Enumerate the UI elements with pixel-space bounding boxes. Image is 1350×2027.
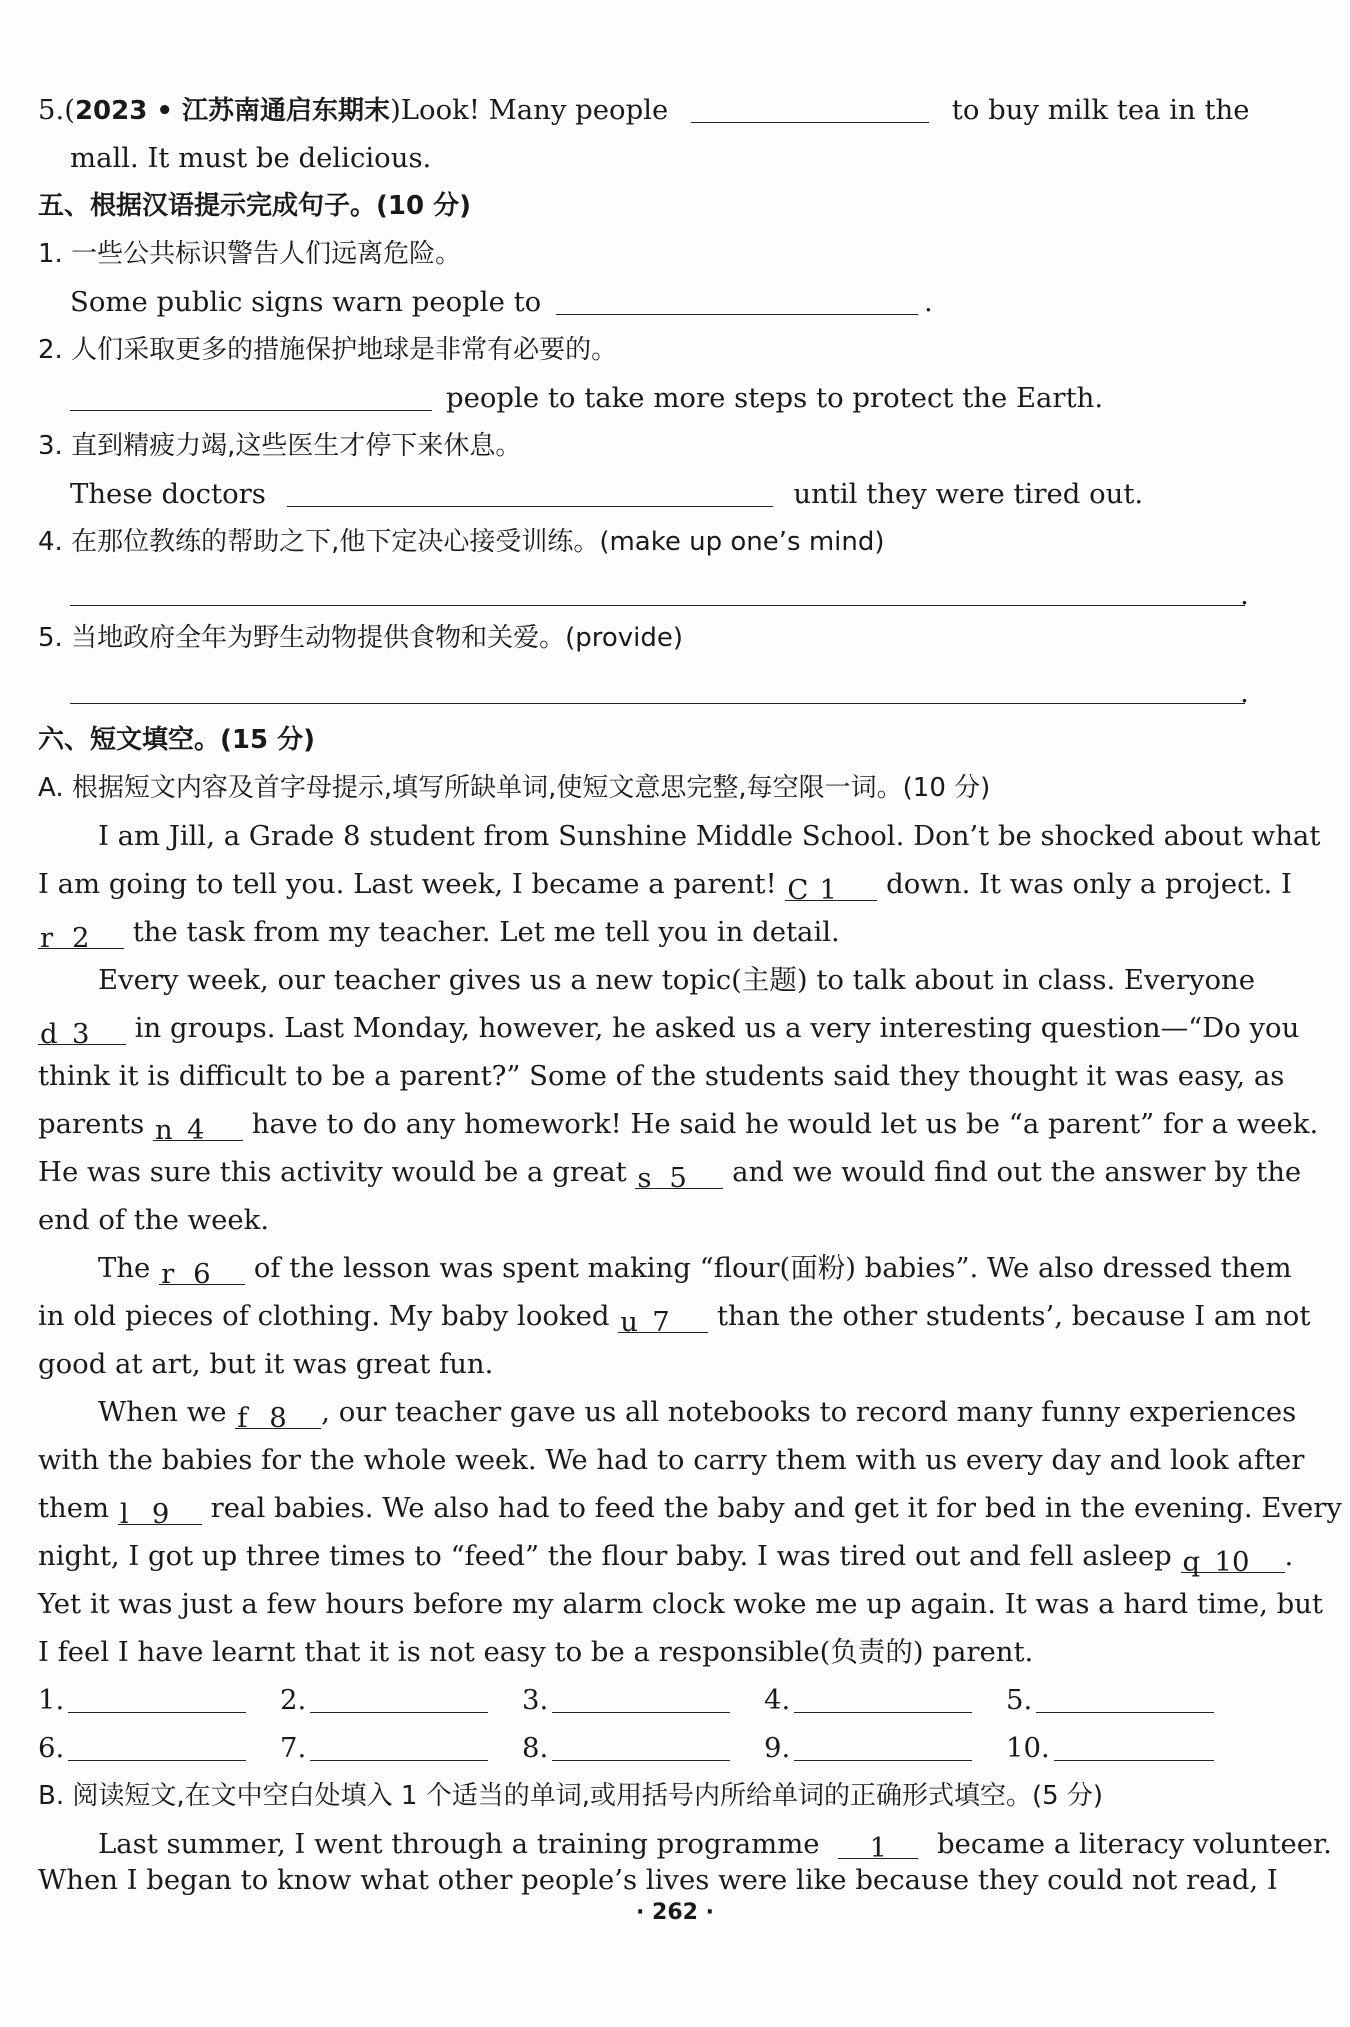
s5-item4-prompt: 4. 在那位教练的帮助之下,他下定决心接受训练。(make up one’s mind) [38, 527, 885, 557]
passage-line [38, 908, 1270, 956]
gap-initial: f [237, 1402, 248, 1434]
passage-text: , our teacher gave us all notebooks to record many funny experiences [321, 1396, 1297, 1428]
answer-blank[interactable] [794, 1728, 972, 1761]
passage-text: in groups. Last Monday, however, he asked us a very interesting question—“Do you [134, 1012, 1300, 1044]
answer-label: 6. [38, 1732, 65, 1764]
s5-item3-text-a: These doctors [70, 478, 266, 510]
gap-10[interactable] [1181, 1538, 1285, 1578]
s5-item1-text: Some public signs warn people to [70, 286, 542, 318]
answer-slot-3[interactable] [522, 1676, 730, 1724]
answer-row-2 [38, 1724, 1270, 1772]
passage-line [38, 860, 1292, 908]
s5-item2-blank[interactable] [70, 376, 432, 411]
gap-number: 3 [72, 1018, 90, 1050]
s5-item4-answer-line[interactable] [70, 605, 1245, 606]
passage-text: the task from my teacher. Let me tell you in detail. [132, 916, 840, 948]
gap-initial: u [620, 1306, 638, 1338]
gap-number: 6 [193, 1258, 211, 1290]
answer-label: 7. [280, 1732, 307, 1764]
passage-text: have to do any homework! He said he would let us be “a parent” for a week. [251, 1108, 1319, 1140]
q5-source: 2023 • 江苏南通启东期末 [74, 96, 391, 126]
gap-initial: l [119, 1498, 129, 1530]
gap-initial: s [637, 1162, 652, 1194]
gap-7[interactable] [618, 1298, 708, 1338]
answer-label: 5. [1006, 1684, 1033, 1716]
gap-5[interactable] [635, 1154, 723, 1194]
partB-line-2: When I began to know what other people’s lives were like because they could not read, I [38, 1864, 1278, 1896]
answer-blank[interactable] [1054, 1728, 1214, 1761]
passage-text: of the lesson was spent making “flour(面粉) babies”. We also dressed them [253, 1252, 1292, 1284]
q5-text-a: )Look! Many people [390, 94, 669, 126]
passage-text: He was sure this activity would be a great [38, 1156, 627, 1188]
section5-title: 五、根据汉语提示完成句子。(10 分) [38, 191, 471, 221]
passage-text: The [98, 1252, 151, 1284]
answer-slot-2[interactable] [280, 1676, 488, 1724]
passage-line [38, 1004, 1300, 1052]
answer-slot-1[interactable] [38, 1676, 246, 1724]
answer-label: 3. [522, 1684, 549, 1716]
answer-label: 10. [1006, 1732, 1050, 1764]
passage-line [38, 1100, 1319, 1148]
page-number: · 262 · [636, 1900, 714, 1925]
gap-number: 4 [187, 1114, 205, 1146]
partB-instruction: B. 阅读短文,在文中空白处填入 1 个适当的单词,或用括号内所给单词的正确形式填空。(5 分) [38, 1781, 1104, 1811]
gap-8[interactable] [235, 1394, 321, 1434]
passage-text: . [1284, 1540, 1294, 1572]
q5-answer-blank[interactable] [691, 88, 929, 123]
passage-line: think it is difficult to be a parent?” Some of the students said they thought it was easy, as [38, 1060, 1285, 1092]
s5-item5-answer-line[interactable] [70, 703, 1245, 704]
gap-2[interactable] [38, 914, 124, 954]
partB-gap-1[interactable] [838, 1824, 918, 1864]
gap-number: 5 [669, 1162, 687, 1194]
answer-label: 9. [764, 1732, 791, 1764]
passage-line: end of the week. [38, 1204, 270, 1236]
passage-line: good at art, but it was great fun. [38, 1348, 494, 1380]
passage-text: down. It was only a project. I [886, 868, 1292, 900]
s5-item2-answer-line [70, 374, 1270, 422]
s5-item1-period: . [923, 286, 933, 318]
passage-line [98, 1388, 1297, 1436]
s5-item4-period: . [1240, 578, 1249, 611]
gap-number: 9 [151, 1498, 170, 1530]
answer-blank[interactable] [552, 1728, 730, 1761]
passage-text: When we [98, 1396, 227, 1428]
passage-text: and we would find out the answer by the [732, 1156, 1302, 1188]
answer-slot-9[interactable] [764, 1724, 972, 1772]
gap-number: 10 [1214, 1546, 1250, 1578]
q5-continuation: mall. It must be delicious. [70, 142, 432, 174]
passage-line [38, 1292, 1311, 1340]
answer-blank[interactable] [794, 1680, 972, 1713]
gap-4[interactable] [153, 1106, 243, 1146]
passage-line: I feel I have learnt that it is not easy to be a responsible(负责的) parent. [38, 1636, 1034, 1668]
s5-item3-text-b: until they were tired out. [793, 478, 1144, 510]
answer-slot-7[interactable] [280, 1724, 488, 1772]
s5-item3-blank[interactable] [287, 472, 773, 507]
gap-3[interactable] [38, 1010, 126, 1050]
passage-line: Every week, our teacher gives us a new topic(主题) to talk about in class. Everyone [98, 964, 1256, 996]
gap-9[interactable] [118, 1490, 202, 1530]
s5-item3-answer-line [70, 470, 1270, 518]
passage-line [98, 1244, 1292, 1292]
prev-question-5 [38, 86, 1270, 135]
gap-initial: r [161, 1258, 175, 1290]
answer-label: 1. [38, 1684, 65, 1716]
gap-initial: q [1182, 1546, 1201, 1578]
answer-blank[interactable] [68, 1728, 246, 1761]
passage-line: with the babies for the whole week. We had to carry them with us every day and look after [38, 1444, 1305, 1476]
gap-initial: d [40, 1018, 58, 1050]
gap-number: 8 [269, 1402, 287, 1434]
passage-text: became a literacy volunteer. [937, 1828, 1332, 1860]
answer-slot-5[interactable] [1006, 1676, 1214, 1724]
passage-text: them [38, 1492, 110, 1524]
answer-label: 8. [522, 1732, 549, 1764]
answer-blank[interactable] [310, 1680, 488, 1713]
answer-slot-10[interactable] [1006, 1724, 1214, 1772]
answer-slot-8[interactable] [522, 1724, 730, 1772]
passage-line: I am Jill, a Grade 8 student from Sunshine Middle School. Don’t be shocked about what [98, 820, 1321, 852]
gap-initial: r [40, 922, 54, 954]
passage-line: Yet it was just a few hours before my alarm clock woke me up again. It was a hard time, but [38, 1588, 1323, 1620]
answer-blank[interactable] [552, 1680, 730, 1713]
gap-number: 7 [652, 1306, 670, 1338]
passage-text: than the other students’, because I am not [717, 1300, 1311, 1332]
s5-item1-blank[interactable] [556, 280, 918, 315]
gap-number: 1 [819, 874, 837, 906]
gap-initial: C [787, 874, 809, 906]
passage-line [38, 1148, 1302, 1196]
passage-text: Last summer, I went through a training programme [98, 1828, 820, 1860]
s5-item5-prompt: 5. 当地政府全年为野生动物提供食物和关爱。(provide) [38, 623, 683, 653]
gap-number: 1 [869, 1832, 888, 1864]
s5-item1-prompt: 1. 一些公共标识警告人们远离危险。 [38, 239, 462, 269]
answer-label: 4. [764, 1684, 791, 1716]
answer-slot-4[interactable] [764, 1676, 972, 1724]
s5-item2-text: people to take more steps to protect the Earth. [446, 382, 1104, 414]
gap-1[interactable] [785, 866, 877, 906]
passage-text: in old pieces of clothing. My baby looked [38, 1300, 610, 1332]
q5-text-b: to buy milk tea in the [951, 94, 1250, 126]
section6-title: 六、短文填空。(15 分) [38, 725, 315, 755]
gap-initial: n [155, 1114, 173, 1146]
passage-text: I am going to tell you. Last week, I became a parent! [38, 868, 777, 900]
answer-blank[interactable] [68, 1680, 246, 1713]
q5-prefix: 5.( [38, 94, 75, 126]
answer-blank[interactable] [310, 1728, 488, 1761]
answer-label: 2. [280, 1684, 307, 1716]
s5-item1-answer-line [70, 278, 1270, 326]
s5-item3-prompt: 3. 直到精疲力竭,这些医生才停下来休息。 [38, 431, 522, 461]
s5-item2-prompt: 2. 人们采取更多的措施保护地球是非常有必要的。 [38, 335, 618, 365]
passage-line [38, 1532, 1294, 1580]
s5-item5-period: . [1240, 676, 1249, 709]
answer-slot-6[interactable] [38, 1724, 246, 1772]
answer-row-1 [38, 1676, 1270, 1724]
passage-text: parents [38, 1108, 145, 1140]
answer-blank[interactable] [1036, 1680, 1214, 1713]
passage-text: real babies. We also had to feed the baby and get it for bed in the evening. Every [210, 1492, 1342, 1524]
partA-instruction: A. 根据短文内容及首字母提示,填写所缺单词,使短文意思完整,每空限一词。(10 分) [38, 773, 991, 803]
passage-text: night, I got up three times to “feed” the flour baby. I was tired out and fell asleep [38, 1540, 1172, 1572]
passage-line [38, 1484, 1342, 1532]
gap-6[interactable] [159, 1250, 245, 1290]
gap-number: 2 [72, 922, 90, 954]
